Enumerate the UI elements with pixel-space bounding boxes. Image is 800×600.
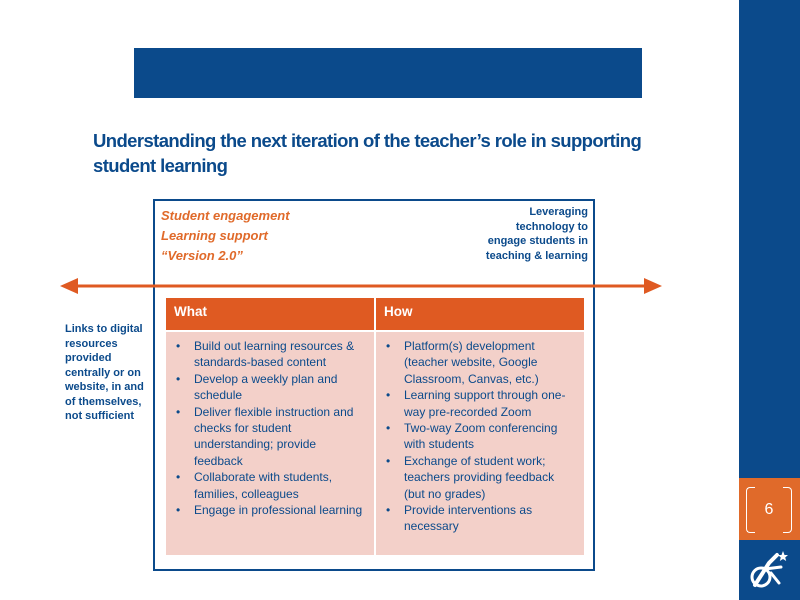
title-bar (134, 48, 642, 98)
how-item: • Exchange of student work; teachers providing feedback (but no grades) (380, 453, 578, 502)
engagement-line-1: Student engagement (161, 208, 290, 223)
engagement-line-3: “Version 2.0” (161, 248, 243, 263)
double-headed-arrow-icon (60, 276, 662, 296)
how-list (380, 338, 578, 535)
side-note: Links to digital resources provided centrally or on website, in and of themselves, not sufficient (65, 323, 144, 422)
what-item: • Develop a weekly plan and schedule (170, 371, 368, 404)
engagement-label (161, 206, 290, 266)
how-item: • Learning support through one-way pre-recorded Zoom (380, 387, 578, 420)
how-item: • Provide interventions as necessary (380, 502, 578, 535)
engagement-line-2: Learning support (161, 228, 268, 243)
how-item: • Platform(s) development (teacher website, Google Classroom, Canvas, etc.) (380, 338, 578, 387)
page-number (746, 487, 792, 533)
how-item: • Two-way Zoom conferencing with students (380, 420, 578, 453)
what-how-table (166, 298, 584, 555)
right-bracket-icon (783, 487, 792, 533)
what-item: • Engage in professional learning (170, 502, 368, 518)
what-list (170, 338, 368, 518)
what-item: • Deliver flexible instruction and checks for student understanding; provide feedback (170, 404, 368, 470)
slide-heading: Understanding the next iteration of the teacher’s role in supporting student learning (93, 130, 642, 176)
how-header: How (376, 298, 584, 330)
what-item: • Collaborate with students, families, colleagues (170, 469, 368, 502)
how-cell (376, 332, 584, 555)
what-item: • Build out learning resources & standards-based content (170, 338, 368, 371)
leveraging-note: Leveraging technology to engage students in teaching & learning (485, 206, 588, 262)
left-bracket-icon (746, 487, 755, 533)
what-cell (166, 332, 374, 555)
what-header: What (166, 298, 374, 330)
page-number-text: 6 (764, 501, 774, 518)
star-figure-logo-icon (749, 547, 791, 591)
